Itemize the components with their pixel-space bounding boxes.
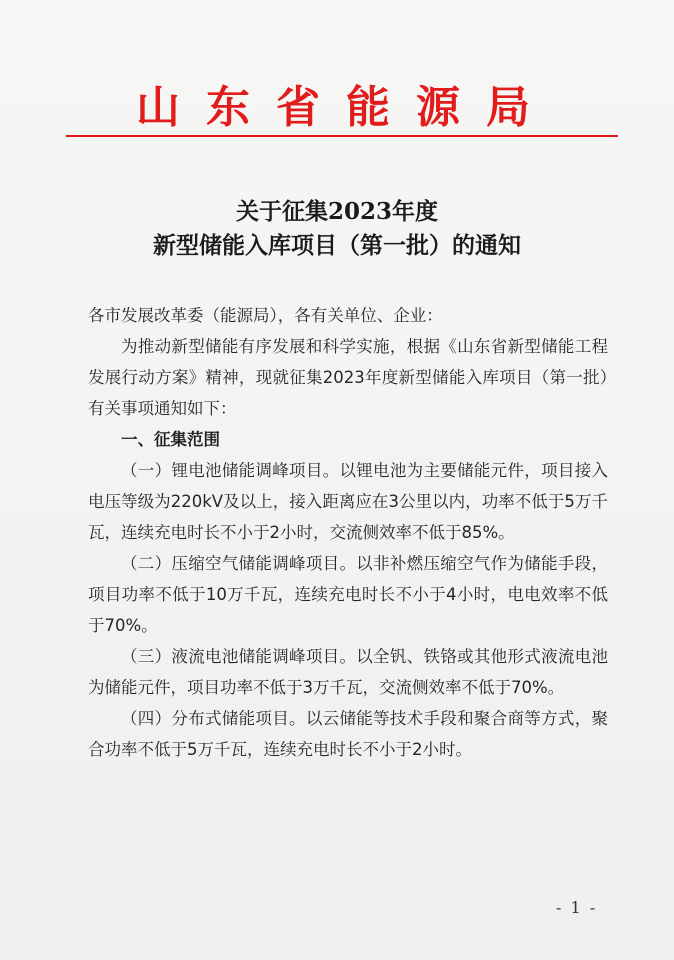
header-red-rule [66,135,618,137]
item-flow-battery: （三）液流电池储能调峰项目。以全钒、铁铬或其他形式液流电池为储能元件，项目功率不低于3万千瓦，交流侧效率不低于70%。 [88,647,608,697]
item-compressed-air: （二）压缩空气储能调峰项目。以非补燃压缩空气作为储能手段，项目功率不低于10万千瓦，连续充电时长不小于4小时，电电效率不低于70%。 [88,554,608,635]
intro-paragraph: 为推动新型储能有序发展和科学实施，根据《山东省新型储能工程发展行动方案》精神，现就征集2023年度新型储能入库项目（第一批）有关事项通知如下： [88,337,608,418]
page-number: - 1 - [556,898,598,917]
document-title-line-1: 关于征集2023年度 [235,198,438,225]
document-body [88,300,608,765]
addressee-line: 各市发展改革委（能源局），各有关单位、企业： [88,306,443,325]
agency-header: 山东省能源局 [136,82,556,133]
item-lithium-battery: （一）锂电池储能调峰项目。以锂电池为主要储能元件，项目接入电压等级为220kV及以上，接入距离应在3公里以内，功率不低于5万千瓦，连续充电时长不小于2小时，交流侧效率不低于85%。 [88,461,608,542]
document-title-line-2: 新型储能入库项目（第一批）的通知 [153,232,521,259]
section-heading-scope: 一、征集范围 [121,430,220,449]
item-distributed-storage: （四）分布式储能项目。以云储能等技术手段和聚合商等方式，聚合功率不低于5万千瓦，连续充电时长不小于2小时。 [88,709,608,759]
